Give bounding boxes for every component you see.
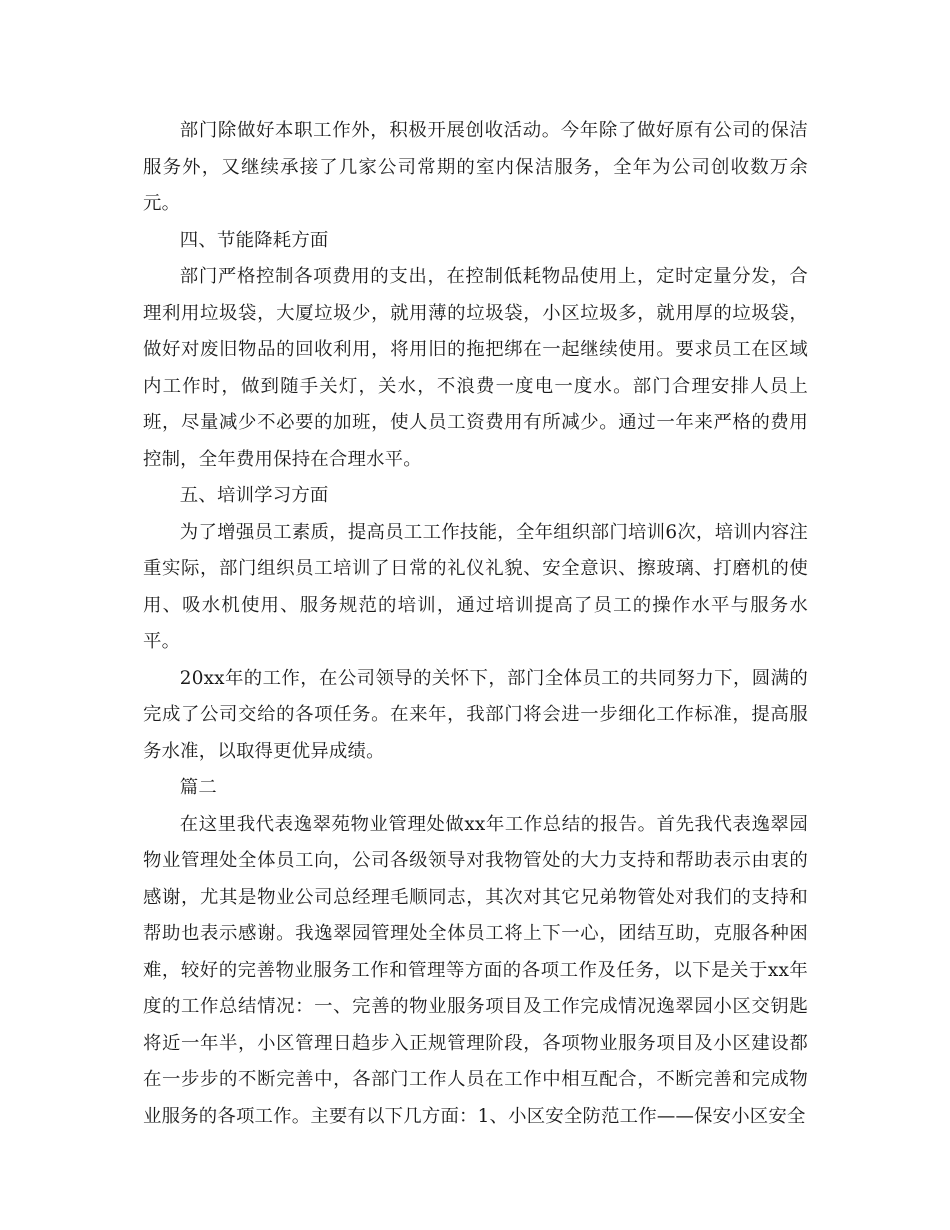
section-heading-part-two: 篇二 xyxy=(179,777,217,798)
section-heading-energy-saving: 四、节能降耗方面 xyxy=(179,229,329,251)
paragraph-year-summary: 20xx年的工作，在公司领导的关怀下，部门全体员工的共同努力下，圆满的完成了公司交给的各项任务。在来年，我部门将会进一步细化工作标准，提高服务水准，以取得更优异成绩。 xyxy=(143,667,808,762)
section-heading-training: 五、培训学习方面 xyxy=(179,485,329,506)
paragraph-cost-control: 部门严格控制各项费用的支出，在控制低耗物品使用上，定时定量分发，合理利用垃圾袋，大厦垃圾少，就用薄的垃圾袋，小区垃圾多，就用厚的垃圾袋，做好对废旧物品的回收利用，将用旧的拖把绑在一起继续使用。要求员工在区域内工作时，做到随手关灯，关水，不浪费一度电一度水。部门合理安排人员上班，尽量减少不必要的加班，使人员工资费用有所减少。通过一年来严格的费用控制，全年费用保持在合理水平。 xyxy=(143,266,808,470)
paragraph-income-activities: 部门除做好本职工作外，积极开展创收活动。今年除了做好原有公司的保洁服务外，又继续承接了几家公司常期的室内保洁服务，全年为公司创收数万余元。 xyxy=(143,120,808,214)
document-body xyxy=(143,113,808,1135)
paragraph-property-report: 在这里我代表逸翠苑物业管理处做xx年工作总结的报告。首先我代表逸翠园物业管理处全体员工向，公司各级领导对我物管处的大力支持和帮助表示由衷的感谢，尤其是物业公司总经理毛顺同志，其次对其它兄弟物管处对我们的支持和帮助也表示感谢。我逸翠园管理处全体员工将上下一心，团结互助，克服各种困难，较好的完善物业服务工作和管理等方面的各项工作及任务，以下是关于xx年度的工作总结情况：一、完善的物业服务项目及工作完成情况逸翠园小区交钥匙将近一年半，小区管理日趋步入正规管理阶段，各项物业服务项目及小区建设都在一步步的不断完善中，各部门工作人员在工作中相互配合，不断完善和完成物业服务的各项工作。主要有以下几方面：1、小区安全防范工作——保安小区安全 xyxy=(143,813,808,1127)
paragraph-training: 为了增强员工素质，提高员工工作技能，全年组织部门培训6次，培训内容注重实际，部门组织员工培训了日常的礼仪礼貌、安全意识、擦玻璃、打磨机的使用、吸水机使用、服务规范的培训，通过培训提高了员工的操作水平与服务水平。 xyxy=(143,521,808,652)
